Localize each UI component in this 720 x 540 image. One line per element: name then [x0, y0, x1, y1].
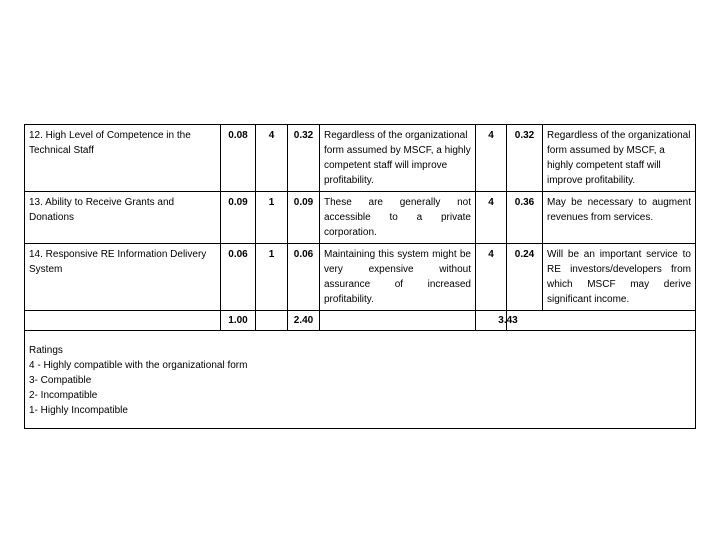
evaluation-table — [24, 124, 696, 429]
ratings-legend-cell — [25, 331, 696, 429]
empty-cell — [320, 311, 476, 331]
comment-b-cell: Will be an important service to RE investors/developers from which MSCF may derive significant income. — [543, 244, 696, 311]
total-score-a-cell: 2.40 — [288, 311, 320, 331]
total-score-b-cell — [498, 311, 696, 331]
rating-b-cell: 4 — [476, 192, 507, 244]
ratings-item: 2- Incompatible — [29, 390, 98, 401]
ratings-item: 4 - Highly compatible with the organizational form — [29, 360, 248, 371]
rating-a-cell: 4 — [256, 125, 288, 192]
weight-cell: 0.06 — [221, 244, 256, 311]
score-b-cell: 0.24 — [507, 244, 543, 311]
evaluation-table-container — [24, 124, 695, 429]
ratings-item: 3- Compatible — [29, 375, 92, 386]
comment-b-cell: Regardless of the organizational form assumed by MSCF, a highly competent staff will improve profitability. — [543, 125, 696, 192]
comment-a-cell: These are generally not accessible to a private corporation. — [320, 192, 476, 244]
score-a-cell: 0.32 — [288, 125, 320, 192]
rating-b-cell: 4 — [476, 244, 507, 311]
total-weight-cell: 1.00 — [221, 311, 256, 331]
comment-a-cell: Regardless of the organizational form assumed by MSCF, a highly competent staff will improve profitability. — [320, 125, 476, 192]
table-row — [25, 244, 696, 311]
ratings-item: 1- Highly Incompatible — [29, 405, 128, 416]
totals-row — [25, 311, 696, 331]
ratings-heading: Ratings — [29, 345, 63, 356]
factor-cell: 14. Responsive RE Information Delivery System — [25, 244, 221, 311]
weight-cell: 0.08 — [221, 125, 256, 192]
comment-a-cell: Maintaining this system might be very expensive without assurance of increased profitability. — [320, 244, 476, 311]
total-score-b-value: 3.43 — [498, 315, 518, 326]
rating-a-cell: 1 — [256, 244, 288, 311]
rating-b-cell: 4 — [476, 125, 507, 192]
score-a-cell: 0.06 — [288, 244, 320, 311]
ratings-legend-row — [25, 331, 696, 429]
score-b-cell: 0.32 — [507, 125, 543, 192]
table-row — [25, 192, 696, 244]
factor-cell: 12. High Level of Competence in the Technical Staff — [25, 125, 221, 192]
totals-label-cell — [25, 311, 221, 331]
score-a-cell: 0.09 — [288, 192, 320, 244]
empty-cell — [256, 311, 288, 331]
table-row — [25, 125, 696, 192]
weight-cell: 0.09 — [221, 192, 256, 244]
rating-a-cell: 1 — [256, 192, 288, 244]
factor-cell: 13. Ability to Receive Grants and Donations — [25, 192, 221, 244]
comment-b-cell: May be necessary to augment revenues from services. — [543, 192, 696, 244]
score-b-cell: 0.36 — [507, 192, 543, 244]
